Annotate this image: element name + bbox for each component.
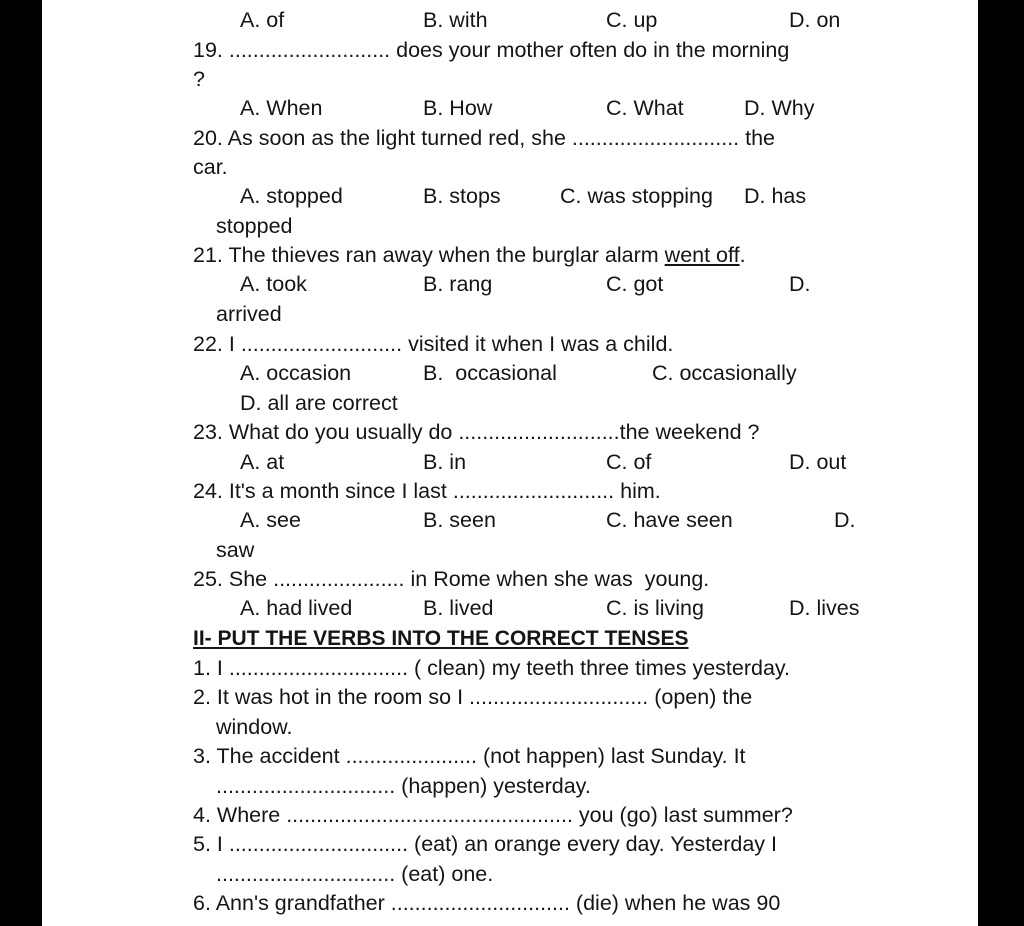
q21-option-a: A. took [240,272,307,296]
q18-option-a: A. of [240,8,285,32]
q21-underlined-phrase: went off [664,243,740,267]
q24-option-c: C. have seen [606,508,733,532]
q24-option-d-continuation: saw [216,538,255,562]
q18-option-b: B. with [423,8,488,32]
q19-prefix: 19. [193,38,229,62]
q25-option-c: C. is living [606,596,704,620]
question-25 [193,569,709,591]
q20-continuation: car. [193,155,228,179]
verb-item-2-rest: (open) the [648,685,753,709]
q18-option-c: C. up [606,8,658,32]
q23-rest: the weekend ? [619,420,760,444]
q20-option-c: C. was stopping [560,184,713,208]
q23-option-d: D. out [789,450,847,474]
q25-prefix: 25. She [193,567,274,591]
q25-blank: ...................... [273,567,405,591]
q20-option-d-continuation: stopped [216,214,293,238]
q22-blank: ........................... [240,332,403,356]
q22-option-a: A. occasion [240,361,352,385]
verb-item-5-continuation [216,864,493,886]
verb-item-3 [193,746,746,768]
verb-item-6-rest: (die) when he was 90 [569,891,781,915]
q19-option-a: A. When [240,96,323,120]
q20-prefix: 20. As soon as the light turned red, she [193,126,572,150]
q25-option-d: D. lives [789,596,860,620]
q19-option-c: C. What [606,96,684,120]
question-22 [193,334,673,356]
q19-option-d: D. Why [744,96,815,120]
q20-option-b: B. stops [423,184,501,208]
verb-item-3-continuation [216,776,591,798]
q24-prefix: 24. It's a month since I last [193,479,453,503]
verb-item-3-prefix: 3. The accident [193,744,346,768]
verb-item-3-rest: (not happen) last Sunday. It [477,744,746,768]
q25-option-b: B. lived [423,596,494,620]
verb-item-6-blank: .............................. [390,891,570,915]
verb-item-4-prefix: 4. Where [193,803,287,827]
q23-prefix: 23. What do you usually do [193,420,459,444]
q23-blank: ........................... [458,420,620,444]
q23-option-c: C. of [606,450,652,474]
q19-blank: ........................... [228,38,391,62]
q24-rest: him. [614,479,661,503]
q20-blank: ............................ [571,126,740,150]
q21-option-d: D. [789,272,811,296]
q20-option-d: D. has [744,184,807,208]
q19-option-b: B. How [423,96,493,120]
verb-item-1-prefix: 1. I [193,656,229,680]
verb-item-1 [193,658,790,680]
verb-item-5-blank: .............................. [228,832,409,856]
verb-item-3-rest2: (happen) yesterday. [395,774,591,798]
q21-rest: . [739,243,746,267]
q22-option-d: D. all are correct [240,391,398,415]
verb-item-4-blank: ................................................ [286,803,573,827]
q20-option-a: A. stopped [240,184,343,208]
q22-option-b: B. occasional [423,361,557,385]
q23-option-a: A. at [240,450,285,474]
verb-item-3-blank2: .............................. [216,774,396,798]
q23-option-b: B. in [423,450,467,474]
q19-question-mark: ? [193,67,205,91]
q24-blank: ........................... [452,479,615,503]
q24-option-d: D. [834,508,856,532]
q25-option-a: A. had lived [240,596,353,620]
q19-rest: does your mother often do in the morning [390,38,790,62]
section-2-heading: II- PUT THE VERBS INTO THE CORRECT TENSES [193,627,689,650]
verb-item-2 [193,687,752,709]
q20-rest: the [739,126,776,150]
verb-item-6-prefix: 6. Ann's grandfather [193,891,391,915]
question-21 [193,245,746,267]
q18-option-d: D. on [789,8,841,32]
verb-item-5-rest2: (eat) one. [395,862,494,886]
question-19 [193,40,789,62]
verb-item-2-blank: .............................. [469,685,649,709]
verb-item-3-blank: ...................... [345,744,478,768]
q24-option-b: B. seen [423,508,496,532]
q24-option-a: A. see [240,508,301,532]
q22-option-c: C. occasionally [652,361,797,385]
q22-rest: visited it when I was a child. [402,332,674,356]
q21-option-b: B. rang [423,272,493,296]
verb-item-6 [193,893,780,915]
verb-item-4-rest: you (go) last summer? [572,803,793,827]
verb-item-1-blank: .............................. [228,656,409,680]
question-23 [193,422,759,444]
q21-prefix: 21. The thieves ran away when the burglar alarm [193,243,665,267]
verb-item-4 [193,805,793,827]
question-24 [193,481,661,503]
q21-option-c: C. got [606,272,664,296]
verb-item-5-rest: (eat) an orange every day. Yesterday I [408,832,777,856]
verb-item-2-continuation: window. [216,715,293,739]
verb-item-5-blank2: .............................. [216,862,396,886]
q21-option-d-continuation: arrived [216,302,282,326]
verb-item-5-prefix: 5. I [193,832,229,856]
verb-item-5 [193,834,777,856]
q22-prefix: 22. I [193,332,241,356]
verb-item-1-rest: ( clean) my teeth three times yesterday. [408,656,791,680]
question-20 [193,128,775,150]
verb-item-2-prefix: 2. It was hot in the room so I [193,685,470,709]
q25-rest: in Rome when she was young. [404,567,710,591]
